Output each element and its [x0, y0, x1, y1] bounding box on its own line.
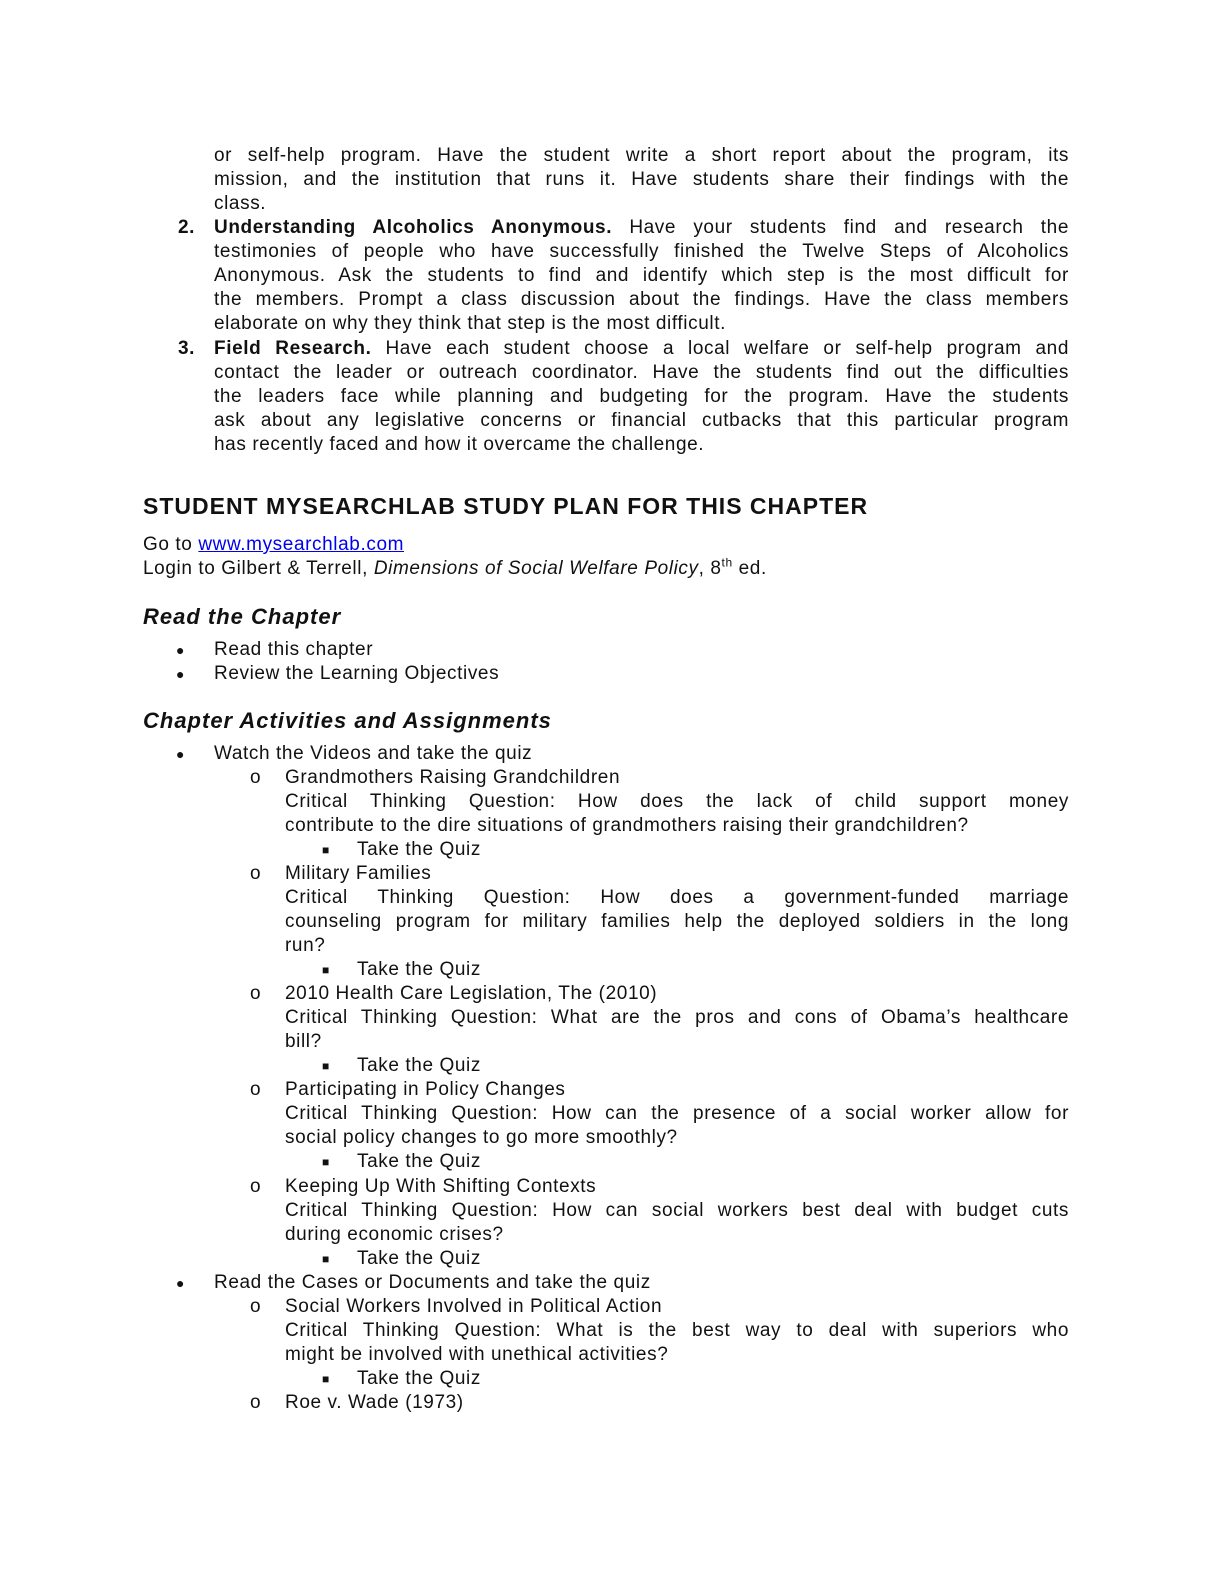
item-line: has recently faced and how it overcame the challenge. [214, 434, 705, 455]
item-line: contact the leader or outreach coordinator. Have the students find out the difficulties [214, 362, 1069, 383]
question-line: might be involved with unethical activities? [285, 1344, 669, 1365]
item-line: elaborate on why they think that step is the most difficult. [214, 313, 726, 334]
item-text: Have your students find and research the [612, 217, 1069, 238]
square-bullet-icon: ■ [322, 963, 330, 977]
circle-bullet-icon: o [250, 983, 262, 1004]
circle-bullet-icon: o [250, 1392, 262, 1413]
intro-line: mission, and the institution that runs it. Have students share their findings with the [214, 169, 1069, 190]
item-text: Have each student choose a local welfare or self-help program and [371, 338, 1069, 359]
question-line: social policy changes to go more smoothly? [285, 1127, 678, 1148]
item-title: Field Research. [214, 338, 372, 359]
question-line: Critical Thinking Question: What are the pros and cons of Obama’s healthcare [285, 1007, 1069, 1028]
question-line: Critical Thinking Question: How does the lack of child support money [285, 791, 1069, 812]
circle-bullet-icon: o [250, 1296, 262, 1317]
cases-item: Read the Cases or Documents and take the quiz [214, 1272, 651, 1293]
take-quiz-link[interactable]: Take the Quiz [357, 1151, 481, 1172]
case-title: Social Workers Involved in Political Action [285, 1296, 663, 1317]
video-title: 2010 Health Care Legislation, The (2010) [285, 983, 658, 1004]
item-line: ask about any legislative concerns or financial cutbacks that this particular program [214, 410, 1069, 431]
video-title: Grandmothers Raising Grandchildren [285, 767, 621, 788]
list-number: 3. [178, 338, 196, 359]
question-line: counseling program for military families help the deployed soldiers in the long [285, 911, 1069, 932]
item-line: the members. Prompt a class discussion about the findings. Have the class members [214, 289, 1069, 310]
circle-bullet-icon: o [250, 1079, 262, 1100]
case-title: Roe v. Wade (1973) [285, 1392, 464, 1413]
item-line: Anonymous. Ask the students to find and identify which step is the most difficult for [214, 265, 1069, 286]
question-line: Critical Thinking Question: How does a government-funded marriage [285, 887, 1069, 908]
item-line: the leaders face while planning and budgeting for the program. Have the students [214, 386, 1069, 407]
list-number: 2. [178, 217, 196, 238]
bullet-icon: ● [176, 1275, 186, 1291]
question-line: contribute to the dire situations of grandmothers raising their grandchildren? [285, 815, 969, 836]
circle-bullet-icon: o [250, 767, 262, 788]
question-line: bill? [285, 1031, 322, 1052]
question-line: Critical Thinking Question: How can social workers best deal with budget cuts [285, 1200, 1069, 1221]
square-bullet-icon: ■ [322, 843, 330, 857]
question-line: Critical Thinking Question: How can the presence of a social worker allow for [285, 1103, 1069, 1124]
activities-heading: Chapter Activities and Assignments [143, 708, 552, 733]
edition-superscript: th [721, 555, 733, 570]
edition-suffix: ed. [732, 558, 767, 579]
videos-item: Watch the Videos and take the quiz [214, 743, 533, 764]
bullet-icon: ● [176, 746, 186, 762]
go-to-line [143, 533, 404, 557]
question-line: run? [285, 935, 326, 956]
go-to-label: Go to [143, 534, 199, 555]
item-first-line [214, 216, 1069, 240]
bullet-icon: ● [176, 666, 186, 682]
login-line [143, 557, 767, 581]
read-chapter-heading: Read the Chapter [143, 604, 342, 629]
bullet-icon: ● [176, 642, 186, 658]
video-title: Participating in Policy Changes [285, 1079, 566, 1100]
take-quiz-link[interactable]: Take the Quiz [357, 839, 481, 860]
edition-number: , 8 [698, 558, 722, 579]
list-item: Review the Learning Objectives [214, 663, 500, 684]
study-plan-heading: STUDENT MYSEARCHLAB STUDY PLAN FOR THIS CHAPTER [143, 493, 869, 519]
take-quiz-link[interactable]: Take the Quiz [357, 1368, 481, 1389]
item-first-line [214, 337, 1069, 361]
take-quiz-link[interactable]: Take the Quiz [357, 1248, 481, 1269]
video-title: Keeping Up With Shifting Contexts [285, 1176, 597, 1197]
list-item: Read this chapter [214, 639, 374, 660]
book-title: Dimensions of Social Welfare Policy [373, 558, 699, 579]
question-line: Critical Thinking Question: What is the best way to deal with superiors who [285, 1320, 1069, 1341]
circle-bullet-icon: o [250, 1176, 262, 1197]
square-bullet-icon: ■ [322, 1372, 330, 1386]
mysearchlab-link[interactable]: www.mysearchlab.com [198, 534, 405, 555]
question-line: during economic crises? [285, 1224, 504, 1245]
take-quiz-link[interactable]: Take the Quiz [357, 959, 481, 980]
take-quiz-link[interactable]: Take the Quiz [357, 1055, 481, 1076]
intro-line: class. [214, 193, 267, 214]
intro-line: or self-help program. Have the student write a short report about the program, its [214, 145, 1069, 166]
video-title: Military Families [285, 863, 432, 884]
square-bullet-icon: ■ [322, 1059, 330, 1073]
square-bullet-icon: ■ [322, 1155, 330, 1169]
circle-bullet-icon: o [250, 863, 262, 884]
item-title: Understanding Alcoholics Anonymous. [214, 217, 613, 238]
item-line: testimonies of people who have successfully finished the Twelve Steps of Alcoholics [214, 241, 1069, 262]
login-prefix: Login to Gilbert & Terrell, [143, 558, 374, 579]
square-bullet-icon: ■ [322, 1252, 330, 1266]
